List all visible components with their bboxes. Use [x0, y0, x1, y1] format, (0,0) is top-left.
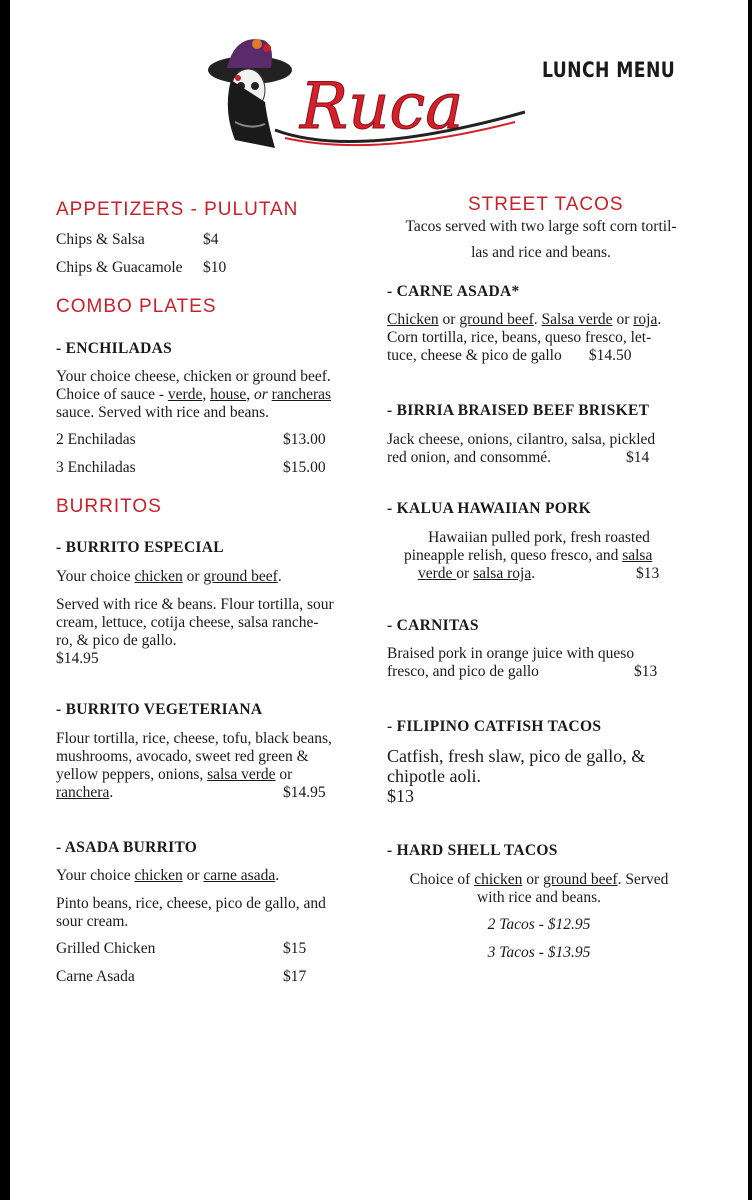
birria-description: Jack cheese, onions, cilantro, salsa, pickled red onion, and consommé. — [387, 431, 656, 466]
combo-title: COMBO PLATES — [56, 296, 217, 317]
kalua-description: Hawaiian pulled pork, fresh roasted pineapple relish, queso fresco, and salsa verde or salsa roja. — [404, 529, 653, 582]
birria-price: $14 — [626, 449, 650, 466]
enchilada-price: $15.00 — [283, 459, 326, 476]
carnitas-description: Braised pork in orange juice with queso fresco, and pico de gallo — [387, 645, 635, 680]
burrito-vegeteriana-price: $14.95 — [283, 784, 326, 801]
birria-title: - BIRRIA BRAISED BEEF BRISKET — [387, 402, 650, 419]
appetizers-title: APPETIZERS - PULUTAN — [56, 199, 299, 220]
enchilada-option: 2 Enchiladas — [56, 431, 136, 448]
asada-price: $17 — [283, 968, 307, 985]
carnitas-price: $13 — [634, 663, 658, 680]
asada-option: Grilled Chicken — [56, 940, 156, 957]
menu-page — [10, 0, 748, 1200]
hard-shell-description: Choice of chicken or ground beef. Served with rice and beans. 2 Tacos - $12.95 3 Tacos - $13.95 — [387, 871, 691, 962]
enchiladas-title: - ENCHILADAS — [56, 340, 172, 357]
carne-asada-description: Chicken or ground beef. Salsa verde or roja. Corn tortilla, rice, beans, queso fresco, let- tuce, cheese & pico de gallo $14.50 — [387, 311, 662, 364]
asada-option: Carne Asada — [56, 968, 135, 985]
kalua-title: - KALUA HAWAIIAN PORK — [387, 500, 591, 517]
carne-asada-title: - CARNE ASADA* — [387, 283, 520, 300]
asada-burrito-choice: Your choice chicken or carne asada. — [56, 867, 280, 884]
logo-script-text: Ruca — [300, 70, 464, 144]
enchilada-option: 3 Enchiladas — [56, 459, 136, 476]
hard-shell-option: 3 Tacos - $13.95 — [487, 944, 591, 961]
catfish-description: Catfish, fresh slaw, pico de gallo, & chipotle aoli. $13 — [387, 746, 646, 806]
appetizer-name: Chips & Guacamole — [56, 259, 183, 276]
enchilada-price: $13.00 — [283, 431, 326, 448]
burrito-especial-choice: Your choice chicken or ground beef. — [56, 568, 282, 585]
catfish-title: - FILIPINO CATFISH TACOS — [387, 718, 602, 735]
appetizer-price: $10 — [203, 259, 227, 276]
hard-shell-option: 2 Tacos - $12.95 — [487, 916, 591, 933]
hard-shell-title: - HARD SHELL TACOS — [387, 842, 558, 859]
burrito-especial-description: Served with rice & beans. Flour tortilla, sour cream, lettuce, cotija cheese, salsa ranche- ro, & pico de gallo. $14.95 — [56, 596, 334, 667]
appetizer-price: $4 — [203, 231, 219, 248]
burritos-title: BURRITOS — [56, 496, 162, 517]
appetizer-name: Chips & Salsa — [56, 231, 145, 248]
asada-burrito-title: - ASADA BURRITO — [56, 839, 198, 856]
catrina-skull-icon — [205, 30, 545, 160]
burrito-vegeteriana-description: Flour tortilla, rice, cheese, tofu, black beans, mushrooms, avocado, sweet red green & yellow peppers, onions, salsa verde or ranchera. — [56, 730, 332, 801]
kalua-price: $13 — [636, 565, 660, 582]
asada-burrito-description: Pinto beans, rice, cheese, pico de gallo, and sour cream. — [56, 895, 326, 930]
street-tacos-title: STREET TACOS — [468, 194, 624, 215]
asada-price: $15 — [283, 940, 307, 957]
street-tacos-intro: Tacos served with two large soft corn tortil- las and rice and beans. — [405, 218, 677, 261]
burrito-especial-title: - BURRITO ESPECIAL — [56, 539, 224, 556]
enchiladas-description: Your choice cheese, chicken or ground beef. Choice of sauce - verde, house, or rancheras sauce. Served with rice and beans. — [56, 368, 332, 421]
menu-title: LUNCH MENU — [542, 58, 676, 82]
burrito-vegeteriana-title: - BURRITO VEGETERIANA — [56, 701, 263, 718]
carnitas-title: - CARNITAS — [387, 617, 479, 634]
logo — [205, 30, 545, 160]
